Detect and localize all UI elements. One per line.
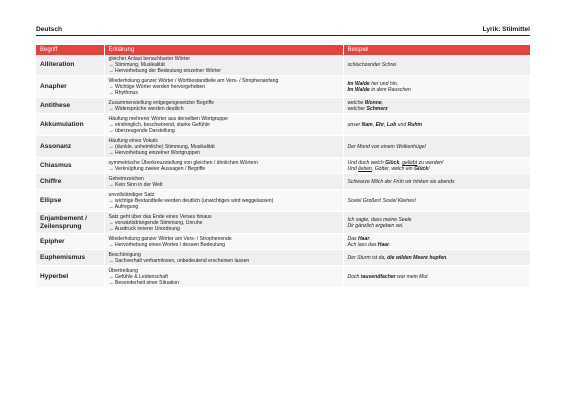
explanation-line: → Wichtige Wörter werden hervorgehoben [108,83,206,90]
explanation-cell [104,212,343,234]
term-cell [36,212,104,234]
example-cell [343,174,530,190]
term-text: Ellipse [40,197,62,205]
example-text: Doch [347,273,361,280]
explanation-cell [104,114,343,136]
explanation-cell [104,76,343,98]
example-text: schluchzender Schrei [347,62,397,69]
example-line [348,198,527,204]
worksheet-page [36,26,530,288]
explanation-line: Übertreibung [108,267,138,274]
example-line [348,274,527,280]
explanation-line: → Sachverhalt verharmlosen, unbedeutend erscheinen lassen [108,257,250,264]
stilmittel-table [36,45,530,288]
example-line [348,223,527,229]
term-cell [36,55,104,76]
table-row [36,114,530,136]
example-highlight: Im Walde [347,86,370,93]
explanation-line: unvollständiger Satz [108,191,155,198]
example-text: ! [428,165,430,172]
table-row [36,174,530,190]
table-row [36,55,530,76]
term-cell [36,174,104,190]
term-text: Antithese [40,102,71,110]
term-text: Euphemismus [40,254,86,262]
example-highlight: Im Walde [347,80,370,87]
explanation-line: → Kein Sinn in der Welt [108,181,163,188]
explanation-cell [104,174,343,190]
term-cell [36,136,104,158]
example-text: Das [347,235,358,242]
explanation-line: → Stimmung, Musikalität [108,62,165,69]
term-cell [36,114,104,136]
explanation-line: → überzeugende Darstellung [108,127,175,134]
example-line [348,255,527,261]
term-text: Alliteration [40,61,75,69]
explanation-line: symmetrische Überkreuzstellung von gleichen / ähnlichen Wörtern [108,159,258,166]
table-header-row [36,45,530,55]
term-text: Akkumulation [40,121,84,129]
explanation-line: Häufung eines Vokals [108,137,158,144]
subject-label: Deutsch [36,26,63,33]
example-cell [343,266,530,288]
explanation-line: Geheimzeichen [108,175,144,182]
example-text: zu werden! [417,159,444,166]
explanation-line: → Besonderheit einer Situation [108,279,180,286]
term-text: Epipher [40,238,65,246]
explanation-line: → wichtige Bestandteile werden deutlich (unwichtiges wird weggelassen) [108,197,274,204]
explanation-cell [104,250,343,266]
example-cell [343,212,530,234]
explanation-line: → Verknüpfung zweier Aussagen / Begriffe [108,165,206,172]
explanation-cell [104,55,343,76]
table-body [36,55,530,288]
example-text: her und hin, [369,80,399,87]
table-row [36,266,530,288]
explanation-line: → Rhythmus [108,89,138,96]
page-header [36,26,530,36]
term-cell [36,98,104,114]
example-cell [343,55,530,76]
example-text: Ich sagte, dass meine Seele [347,216,412,223]
explanation-cell [104,136,343,158]
term-text: Hyperbel [40,273,69,281]
table-row [36,136,530,158]
explanation-cell [104,190,343,212]
example-highlight: Nam [361,121,373,128]
example-text: Soviel Großes! Soviel Kleines! [347,197,417,204]
example-text: . [369,235,371,242]
example-highlight: Haar [377,241,390,248]
example-text: Dir gänzlich ergeben sei. [347,222,404,229]
example-cell [343,234,530,250]
table-row [36,190,530,212]
column-header-example: Beispiel [343,45,530,55]
example-line [348,144,527,150]
explanation-line: → Hervorhebung einzelner Wortgruppen [108,149,201,156]
explanation-line: Wiederholung ganzer Wörter / Wortbestandteile am Vers- / Strophenanfang [108,77,279,84]
example-text: Und [347,165,359,172]
example-underline: geliebt [402,159,418,166]
example-text: , [399,159,403,166]
explanation-line: → Hervorhebung der Bedeutung einzelner Wörter [108,68,221,75]
explanation-line: Satz geht über das Ende eines Verses hinaus [108,213,212,220]
example-highlight: Schmerz [366,105,388,112]
example-text: Ach lass das [347,241,378,248]
explanation-line: → vorwärtsdrängende Stimmung, Unruhe [108,219,203,226]
explanation-line: → Ausdruck innerer Unordnung [108,225,180,232]
example-highlight: die wilden Meere hupfen [387,254,447,261]
example-line [348,106,527,112]
example-text: Der Mond von einem Wolkenhügel [347,143,426,150]
example-text: und [396,121,408,128]
example-text: , [381,99,384,106]
example-text: . [389,241,391,248]
term-text: Assonanz [40,143,72,151]
explanation-line: → Gefühle & Leidenschaft [108,273,168,280]
example-line [348,166,527,172]
example-highlight: Glück [414,165,429,172]
explanation-cell [104,158,343,174]
example-cell [343,136,530,158]
example-cell [343,158,530,174]
example-text: . [446,254,448,261]
example-highlight: Glück [385,159,400,166]
explanation-line: → Hervorhebung eines Wortes / dessen Bedeutung [108,241,226,248]
example-text: unser [347,121,362,128]
example-text: war mein Mut [395,273,428,280]
explanation-line: gleicher Anlaut benachbarter Wörter [108,56,191,62]
example-text: in dem Rauschen [369,86,411,93]
example-cell [343,250,530,266]
example-line [348,122,527,128]
example-highlight: Haar [357,235,370,242]
term-text: Anapher [40,83,67,91]
example-text: Und doch welch [347,159,386,166]
example-text: welche [347,99,365,106]
example-highlight: Lob [386,121,397,128]
example-cell [343,114,530,136]
explanation-line: → eindringlich, beschwörend, starke Gefühle [108,121,210,128]
table-row [36,212,530,234]
term-cell [36,250,104,266]
column-header-explanation: Erklärung [104,45,343,55]
explanation-line: → (dunkle, unheimliche) Stimmung, Musikalität [108,143,215,150]
example-text: , [384,121,387,128]
term-cell [36,266,104,288]
example-text: , Götter, welch ein [371,165,415,172]
explanation-cell [104,266,343,288]
column-header-term: Begriff [36,45,104,55]
table-row [36,234,530,250]
table-row [36,76,530,98]
explanation-cell [104,234,343,250]
example-highlight: Ruhm [407,121,423,128]
example-cell [343,76,530,98]
example-line [348,62,527,68]
term-cell [36,234,104,250]
example-highlight: tausendfacher [360,273,396,280]
explanation-line: Wiederholung ganzer Wörter am Vers- / Strophenende [108,235,232,242]
example-highlight: Wonne [364,99,382,106]
explanation-cell [104,98,343,114]
example-text: , [372,121,376,128]
example-text: welcher [347,105,367,112]
example-line [348,179,527,185]
term-text: Chiasmus [40,162,72,170]
example-line [348,87,527,93]
term-text: Zeilensprung [40,222,82,230]
term-cell [36,190,104,212]
explanation-line: → Aufregung [108,203,139,210]
term-text: Chiffre [40,178,62,186]
example-cell [343,190,530,212]
table-row [36,98,530,114]
example-highlight: Ehr [375,121,385,128]
table-row [36,158,530,174]
example-line [348,242,527,248]
example-text: Schwarze Milch der Früh wir trinken sie abends [347,178,455,185]
term-cell [36,76,104,98]
topic-label: Lyrik: Stilmittel [482,26,530,33]
explanation-line: Beschönigung [108,251,141,258]
example-text: Der Sturm ist da, [347,254,388,261]
term-text: Enjambement / [40,215,87,223]
explanation-line: → Widersprüche werden deutlich [108,105,184,112]
table-row [36,250,530,266]
explanation-line: Häufung mehrerer Wörter aus derselben Wortgruppe [108,115,228,122]
example-underline: lieben [358,165,372,172]
example-cell [343,98,530,114]
explanation-line: Zusammenstellung entgegengesetzter Begriffe [108,99,215,106]
term-cell [36,158,104,174]
